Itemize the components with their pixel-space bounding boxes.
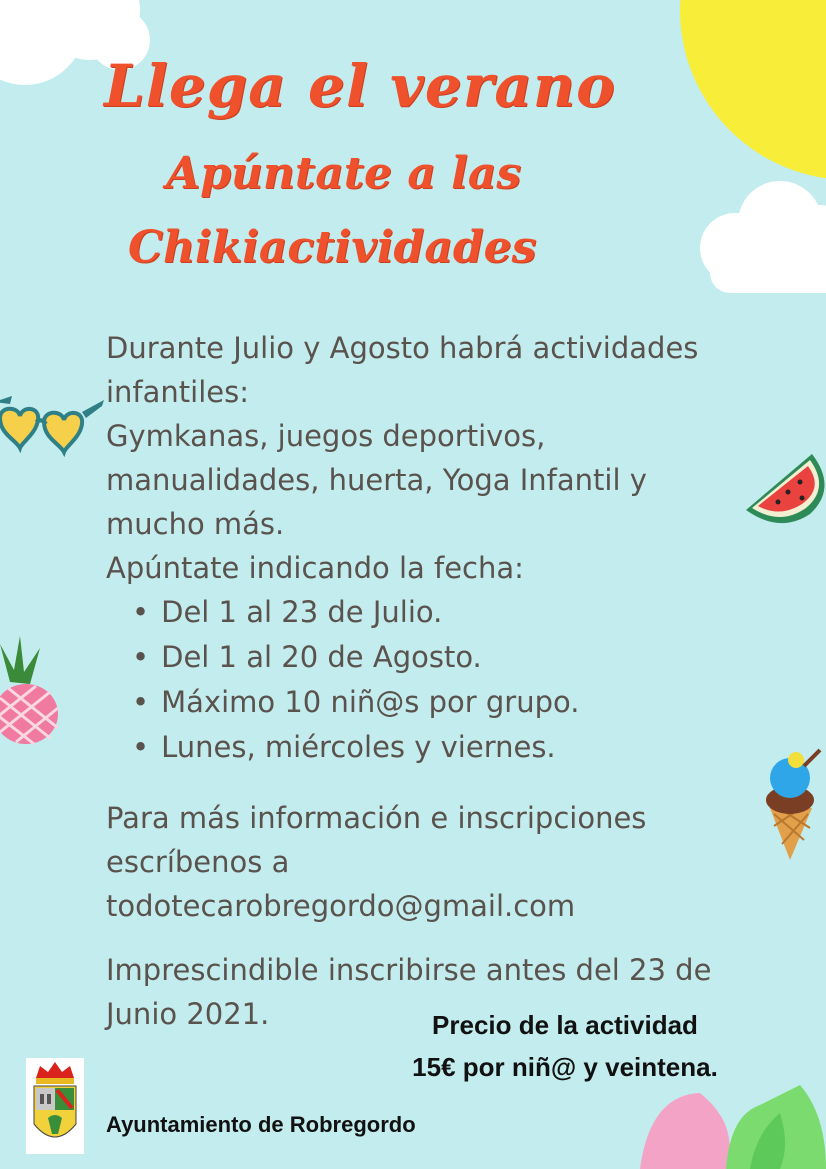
deadline-line-1: Imprescindible inscribirse antes del 23 de bbox=[106, 953, 712, 987]
price-box bbox=[370, 1004, 760, 1088]
intro-line-2: infantiles: bbox=[106, 375, 250, 409]
intro-line-1: Durante Julio y Agosto habrá actividades bbox=[106, 331, 699, 365]
list-item: • Del 1 al 20 de Agosto. bbox=[132, 635, 786, 680]
contact-section bbox=[106, 796, 796, 1036]
organizer-name: Ayuntamiento de Robregordo bbox=[106, 1112, 416, 1137]
activities-line-3: mucho más. bbox=[106, 507, 285, 541]
subtitle-line-2: Chikiactividades bbox=[128, 222, 537, 273]
pineapple-icon bbox=[0, 630, 70, 750]
contact-line-1: Para más información e inscripciones bbox=[106, 801, 647, 835]
contact-email: todotecarobregordo@gmail.com bbox=[106, 889, 576, 923]
heart-sunglasses-icon bbox=[0, 392, 107, 458]
price-line-1: Precio de la actividad bbox=[432, 1010, 698, 1040]
list-item: • Máximo 10 niñ@s por grupo. bbox=[132, 680, 786, 725]
contact-line-2: escríbenos a bbox=[106, 845, 290, 879]
sun-icon bbox=[680, 0, 826, 200]
list-item: • Del 1 al 23 de Julio. bbox=[132, 590, 786, 635]
activities-description bbox=[106, 326, 786, 770]
price-line-2: 15€ por niñ@ y veintena. bbox=[412, 1052, 718, 1082]
page-title: Llega el verano bbox=[104, 52, 616, 120]
dates-heading: Apúntate indicando la fecha: bbox=[106, 551, 524, 585]
coat-of-arms-icon bbox=[26, 1058, 84, 1154]
activities-line-1: Gymkanas, juegos deportivos, bbox=[106, 419, 546, 453]
leaves-icon bbox=[630, 1085, 826, 1169]
list-item: • Lunes, miércoles y viernes. bbox=[132, 725, 786, 770]
activities-line-2: manualidades, huerta, Yoga Infantil y bbox=[106, 463, 647, 497]
deadline-line-2: Junio 2021. bbox=[106, 997, 270, 1031]
cloud-icon bbox=[690, 178, 826, 298]
subtitle-line-1: Apúntate a las bbox=[166, 148, 522, 199]
schedule-list bbox=[106, 590, 786, 770]
